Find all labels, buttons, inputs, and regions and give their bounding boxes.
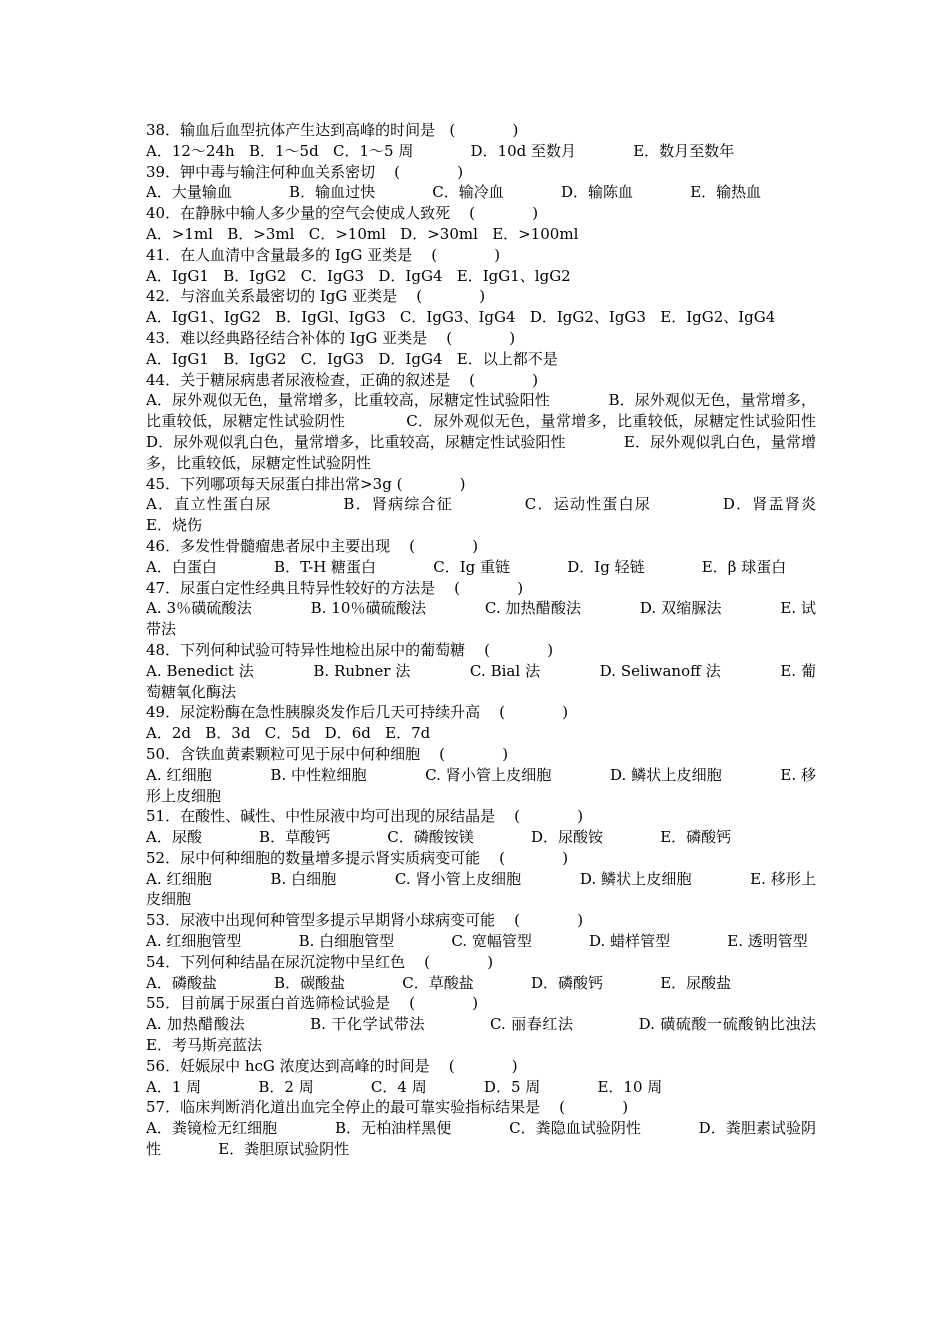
- question-57: 57．临床判断消化道出血完全停止的最可靠实验指标结果是 ( ): [146, 1098, 629, 1117]
- options-53: A. 红细胞管型 B. 白细胞管型 C. 宽幅管型 D. 蜡样管型 E. 透明管型: [146, 932, 808, 951]
- question-44: 44．关于糖尿病患者尿液检查，正确的叙述是 ( ): [146, 370, 539, 389]
- question-50: 50．含铁血黄素颗粒可见于尿中何种细胞 ( ): [146, 744, 509, 763]
- options-43: A．IgG1 B．IgG2 C．IgG3 D．IgG4 E．以上都不是: [146, 349, 558, 368]
- question-48: 48．下列何种试验可特异性地检出尿中的葡萄糖 ( ): [146, 640, 554, 659]
- question-45: 45．下列哪项每天尿蛋白排出常>3g ( ): [146, 474, 466, 493]
- options-46: A．白蛋白 B．T-H 糖蛋白 C．Ig 重链 D．Ig 轻链 E．β 球蛋白: [146, 557, 787, 576]
- question-51: 51．在酸性、碱性、中性尿液中均可出现的尿结晶是 ( ): [146, 807, 584, 826]
- question-54: 54．下列何种结晶在尿沉淀物中呈红色 ( ): [146, 952, 494, 971]
- options-47: A. 3％磺硫酸法 B. 10％磺硫酸法 C. 加热醋酸法 D. 双缩脲法 E. 试带法: [146, 599, 816, 639]
- question-39: 39．钾中毒与输注何种血关系密切 ( ): [146, 162, 464, 181]
- options-41: A．IgG1 B．IgG2 C．IgG3 D．IgG4 E．IgG1、lgG2: [146, 266, 571, 285]
- question-55: 55．目前属于尿蛋白首选筛检试验是 ( ): [146, 994, 479, 1013]
- options-51: A．尿酸 B．草酸钙 C．磷酸铵镁 D．尿酸铵 E．磷酸钙: [146, 828, 732, 847]
- options-56: A．1 周 B．2 周 C．4 周 D．5 周 E．10 周: [146, 1077, 663, 1096]
- question-47: 47．尿蛋白定性经典且特异性较好的方法是 ( ): [146, 578, 524, 597]
- options-49: A．2d B．3d C．5d D．6d E．7d: [146, 724, 431, 743]
- options-40: A．>1ml B．>3ml C．>10ml D．>30ml E．>100ml: [146, 224, 579, 243]
- question-52: 52．尿中何种细胞的数量增多提示肾实质病变可能 ( ): [146, 848, 569, 867]
- question-41: 41．在人血清中含量最多的 IgG 亚类是 ( ): [146, 245, 501, 264]
- options-55: A. 加热醋酸法 B. 干化学试带法 C. 丽春红法 D. 磺硫酸一硫酸钠比浊法 E．考马斯亮蓝法: [146, 1015, 874, 1055]
- options-57: A．粪镜检无红细胞 B．无柏油样黑便 C．粪隐血试验阴性 D．粪胆素试验阴性 E．粪胆原试验阴性: [146, 1119, 816, 1159]
- options-39: A．大量输血 B．输血过快 C．输冷血 D．输陈血 E．输热血: [146, 183, 762, 202]
- options-52: A. 红细胞 B. 白细胞 C. 肾小管上皮细胞 D. 鳞状上皮细胞 E. 移形上皮细胞: [146, 869, 816, 909]
- question-38: 38．输血后血型抗体产生达到高峰的时间是 ( ): [146, 121, 519, 139]
- question-list: [146, 120, 874, 1160]
- question-56: 56．妊娠尿中 hcG 浓度达到高峰的时间是 ( ): [146, 1056, 518, 1075]
- options-50: A. 红细胞 B. 中性粒细胞 C. 肾小管上皮细胞 D. 鳞状上皮细胞 E. 移形上皮细胞: [146, 765, 816, 805]
- question-46: 46．多发性骨髓瘤患者尿中主要出现 ( ): [146, 536, 479, 555]
- question-40: 40．在静脉中输人多少量的空气会使成人致死 ( ): [146, 204, 539, 223]
- options-44: A．尿外观似无色，量常增多，比重较高，尿糖定性试验阳性 B．尿外观似无色，量常增多，比重较低，尿糖定性试验阴性 C．尿外观似无色，量常增多，比重较低，尿糖定性试验阳性 D．尿外观似乳白色，量常增多，比重较高，尿糖定性试验阳性 E．尿外观似乳白色，量常增多，比重较低，尿糖定性试验阴性: [146, 391, 874, 472]
- options-38: A．12～24h B．1～5d C．1～5 周 D．10d 至数月 E．数月至数年: [146, 141, 735, 160]
- options-45: A．直立性蛋白尿 B．肾病综合征 C．运动性蛋白尿 D．肾盂肾炎 E．烧伤: [146, 495, 874, 535]
- options-54: A．磷酸盐 B．碳酸盐 C．草酸盐 D．磷酸钙 E．尿酸盐: [146, 973, 732, 992]
- question-49: 49．尿淀粉酶在急性胰腺炎发作后几天可持续升高 ( ): [146, 703, 569, 722]
- options-42: A．IgG1、IgG2 B．IgGl、IgG3 C．IgG3、IgG4 D．IgG2、IgG3 E．IgG2、IgG4: [146, 308, 776, 327]
- question-43: 43．难以经典路径结合补体的 IgG 亚类是 ( ): [146, 328, 516, 347]
- question-53: 53．尿液中出现何种管型多提示早期肾小球病变可能 ( ): [146, 911, 584, 930]
- question-42: 42．与溶血关系最密切的 IgG 亚类是 ( ): [146, 287, 486, 306]
- options-48: A. Benedict 法 B. Rubner 法 C. Bial 法 D. Seliwanoff 法 E. 葡萄糖氧化酶法: [146, 661, 816, 701]
